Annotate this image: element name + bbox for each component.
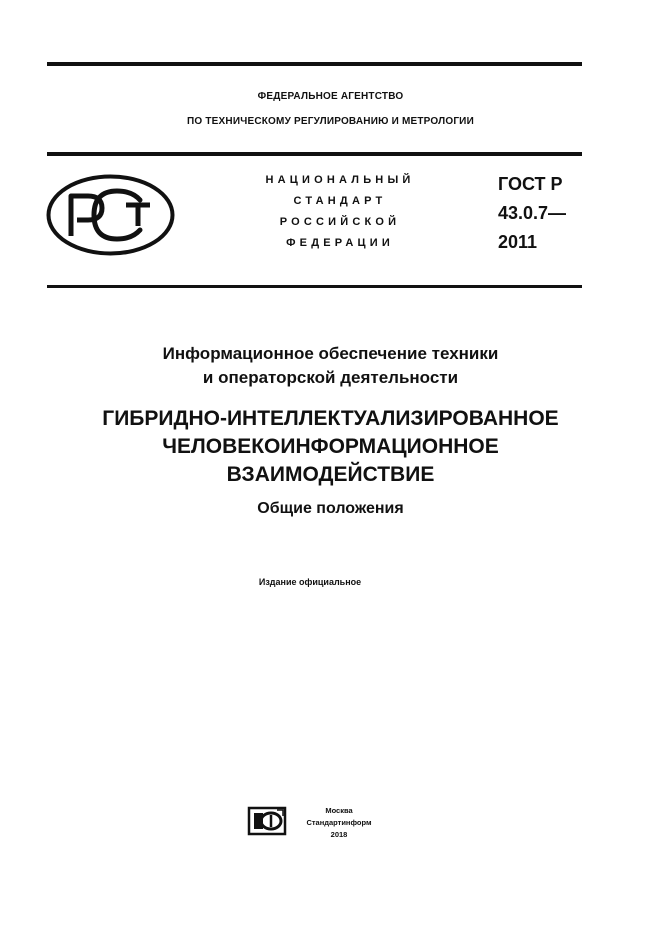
gost-designation xyxy=(498,170,566,257)
standartinform-logo-icon xyxy=(247,806,287,836)
top-rule xyxy=(47,62,582,66)
publisher-year: 2018 xyxy=(330,830,348,839)
standard-block-rule xyxy=(47,285,582,288)
publisher-city: Москва xyxy=(325,806,353,815)
main-title-line: ЧЕЛОВЕКОИНФОРМАЦИОННОЕ xyxy=(162,435,499,458)
document-subject xyxy=(0,342,661,390)
gost-line: ГОСТ Р xyxy=(498,174,563,194)
national-line: РОССИЙСКОЙ xyxy=(279,216,401,228)
rst-certification-mark-icon xyxy=(46,174,175,256)
gost-line: 2011 xyxy=(498,232,538,252)
subject-line: Информационное обеспечение техники xyxy=(162,344,499,363)
publisher-name: Стандартинформ xyxy=(306,818,372,827)
edition-label: Издание официальное xyxy=(258,577,362,587)
subject-line: и операторской деятельности xyxy=(202,368,459,387)
document-subtitle: Общие положения xyxy=(257,500,404,517)
agency-name-line-1: ФЕДЕРАЛЬНОЕ АГЕНТСТВО xyxy=(257,91,404,102)
agency-name-line-2: ПО ТЕХНИЧЕСКОМУ РЕГУЛИРОВАНИЮ И МЕТРОЛОГИИ xyxy=(187,116,474,127)
national-line: СТАНДАРТ xyxy=(293,195,387,207)
header-rule xyxy=(47,152,582,156)
national-line: ФЕДЕРАЦИИ xyxy=(286,237,394,249)
main-title-line: ГИБРИДНО-ИНТЕЛЛЕКТУАЛИЗИРОВАННОЕ xyxy=(102,407,559,430)
national-standard-label xyxy=(236,170,444,254)
main-title-line: ВЗАИМОДЕЙСТВИЕ xyxy=(226,463,435,486)
gost-line: 43.0.7— xyxy=(498,203,567,223)
national-line: НАЦИОНАЛЬНЫЙ xyxy=(265,174,415,186)
publisher-imprint xyxy=(296,805,382,841)
document-main-title xyxy=(0,405,661,489)
